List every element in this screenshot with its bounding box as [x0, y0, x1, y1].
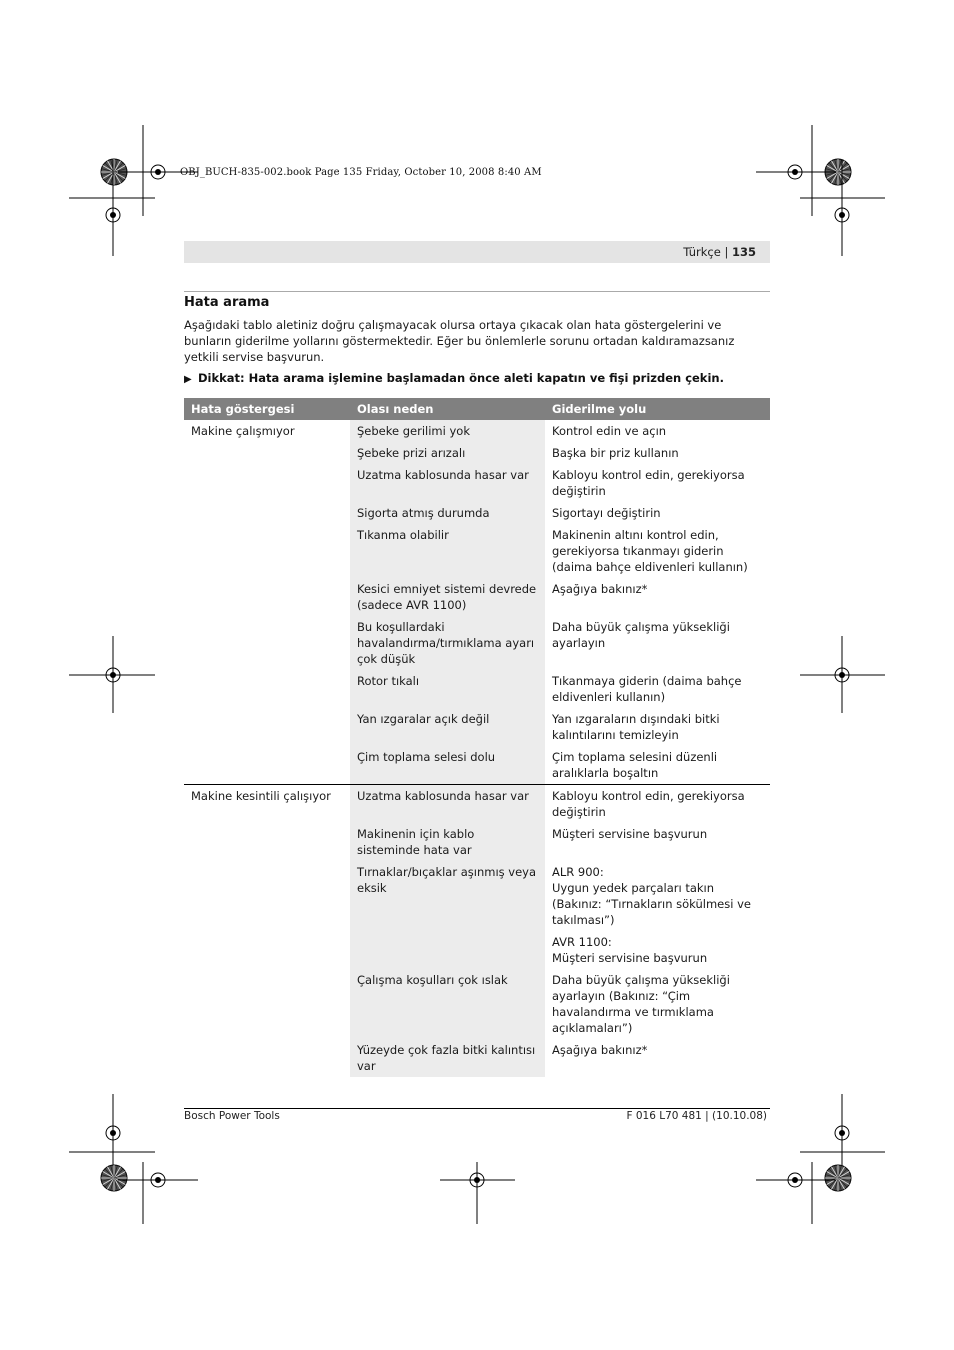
warning-text: Dikkat: Hata arama işlemine başlamadan önce aleti kapatın ve fişi prizden çekin. — [198, 371, 724, 385]
cause-cell: Kesici emniyet sistemi devrede (sadece AVR 1100) — [350, 578, 545, 616]
page-number: 135 — [731, 245, 756, 259]
header-symptom: Hata göstergesi — [184, 398, 350, 420]
solution-text: Çim toplama selesini düzenli aralıklarla boşaltın — [552, 750, 718, 780]
footer-doc-id: F 016 L70 481 | (10.10.08) — [626, 1110, 767, 1122]
cause-cell: Yan ızgaralar açık değil — [350, 708, 545, 746]
cause-cell: Uzatma kablosunda hasar var — [350, 785, 545, 824]
section-title: Hata arama — [184, 295, 270, 310]
solution-text: Başka bir priz kullanın — [552, 446, 679, 460]
cause-cell: Sigorta atmış durumda — [350, 502, 545, 524]
header-solution: Giderilme yolu — [545, 398, 770, 420]
cause-cell: Bu koşullardaki havalandırma/tırmıklama ayarı çok düşük — [350, 616, 545, 670]
solution-text: Sigortayı değiştirin — [552, 506, 661, 520]
solution-text: Müşteri servisine başvurun — [552, 827, 708, 841]
header-language: Türkçe | — [683, 245, 729, 259]
cause-cell: Yüzeyde çok fazla bitki kalıntısı var — [350, 1039, 545, 1077]
cause-cell: Çalışma koşulları çok ıslak — [350, 969, 545, 1039]
cause-cell: Uzatma kablosunda hasar var — [350, 464, 545, 502]
solution-text: Daha büyük çalışma yüksekliği ayarlayın — [552, 620, 730, 650]
cause-cell: Tırnaklar/bıçaklar aşınmış veya eksik — [350, 861, 545, 969]
solution-text: Yan ızgaraların dışındaki bitki kalıntılarını temizleyin — [552, 712, 720, 742]
solution-text: Makinenin altını kontrol edin, gerekiyorsa tıkanmayı giderin (daima bahçe eldivenleri kullanın) — [552, 528, 748, 574]
cause-cell: Makinenin için kablo sisteminde hata var — [350, 823, 545, 861]
cause-cell: Şebeke prizi arızalı — [350, 442, 545, 464]
solution-text: AVR 1100: Müşteri servisine başvurun — [552, 935, 708, 965]
solution-text: Aşağıya bakınız* — [552, 582, 648, 596]
solution-text: Daha büyük çalışma yüksekliği ayarlayın (Bakınız: “Çim havalandırma ve tırmıklama açıklamaları”) — [552, 973, 730, 1035]
triangle-bullet-icon: ▶ — [184, 374, 192, 385]
print-slug: OBJ_BUCH-835-002.book Page 135 Friday, October 10, 2008 8:40 AM — [180, 167, 542, 178]
solution-text: ALR 900: Uygun yedek parçaları takın (Bakınız: “Tırnakların sökülmesi ve takılması”) — [552, 865, 751, 927]
symptom-cell: Makine çalışmıyor — [191, 424, 295, 438]
cause-cell: Tıkanma olabilir — [350, 524, 545, 578]
cause-cell: Şebeke gerilimi yok — [350, 420, 545, 442]
color-wheel-mark-icon — [101, 1165, 127, 1191]
cause-cell: Rotor tıkalı — [350, 670, 545, 708]
solution-text: Tıkanmaya giderin (daima bahçe eldivenleri kullanın) — [552, 674, 742, 704]
color-wheel-mark-icon — [825, 1165, 851, 1191]
solution-text: Kabloyu kontrol edin, gerekiyorsa değiştirin — [552, 468, 745, 498]
symptom-cell: Makine kesintili çalışıyor — [184, 785, 350, 824]
header-cause: Olası neden — [350, 398, 545, 420]
solution-text: Kontrol edin ve açın — [552, 424, 667, 438]
cause-cell: Çim toplama selesi dolu — [350, 746, 545, 785]
intro-paragraph: Aşağıdaki tablo aletiniz doğru çalışmayacak olursa ortaya çıkacak olan hata göstergelerini ve bunların giderilme yollarını göstermektedir. Eğer bu önlemlerle sorunu ortadan kaldıramazsanız yetkili servise başvurun. — [184, 318, 735, 364]
solution-text: Aşağıya bakınız* — [552, 1043, 648, 1057]
solution-text: Kabloyu kontrol edin, gerekiyorsa değiştirin — [552, 789, 745, 819]
footer-publisher: Bosch Power Tools — [184, 1110, 280, 1122]
